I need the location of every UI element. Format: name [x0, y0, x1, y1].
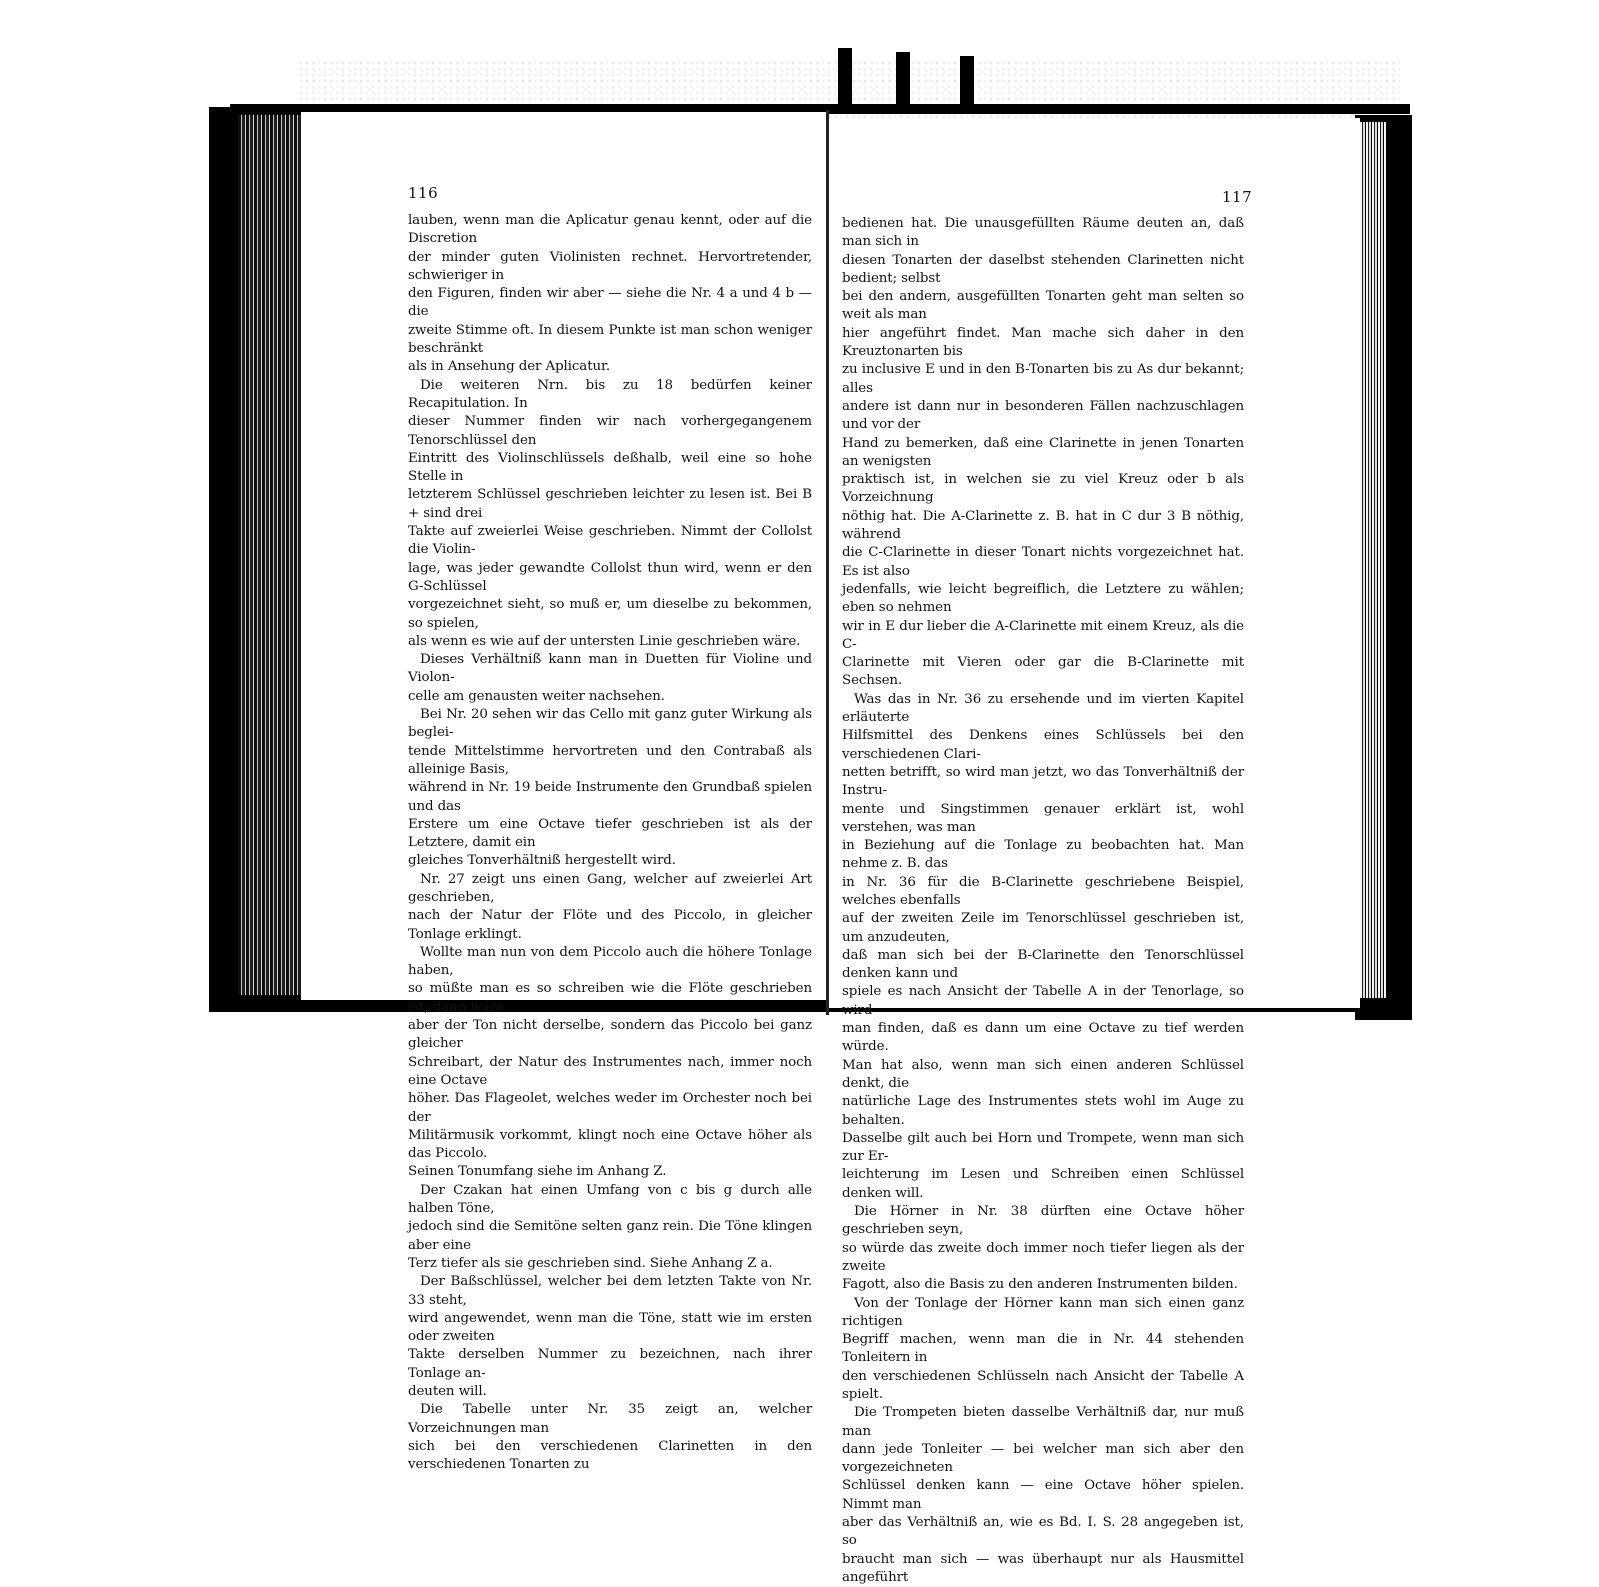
- text-line: Takte derselben Nummer zu bezeichnen, nach ihrer Tonlage an-: [408, 1347, 812, 1381]
- text-line: zweite Stimme oft. In diesem Punkte ist man schon weniger beschränkt: [408, 322, 812, 357]
- text-line: andere ist dann nur in besonderen Fällen nachzuschlagen und vor der: [842, 398, 1244, 433]
- text-line: Militärmusik vorkommt, klingt noch eine Octave höher als das Piccolo.: [408, 1127, 812, 1162]
- text-line: Erstere um eine Octave tiefer geschrieben ist als der Letztere, damit ein: [408, 816, 812, 851]
- text-line: Clarinette mit Vieren oder gar die B-Clarinette mit Sechsen.: [842, 655, 1244, 689]
- text-line: Dieses Verhältniß kann man in Duetten für Violine und Violon-: [408, 652, 812, 686]
- text-line: dann jede Tonleiter — bei welcher man sich aber den vorgezeichneten: [842, 1441, 1244, 1476]
- text-line: deuten will.: [408, 1384, 487, 1399]
- text-line: höher. Das Flageolet, welches weder im Orchester noch bei der: [408, 1091, 812, 1125]
- text-line: so müßte man es so schreiben wie die Flöte geschrieben ist; dann wäre: [408, 981, 812, 1015]
- text-line: Der Baßschlüssel, welcher bei dem letzten Takte von Nr. 33 steht,: [408, 1274, 812, 1308]
- text-line: Von der Tonlage der Hörner kann man sich einen ganz richtigen: [842, 1295, 1244, 1329]
- page-edges-left: [238, 115, 308, 995]
- text-line: Die Hörner in Nr. 38 dürften eine Octave höher geschrieben seyn,: [842, 1204, 1244, 1238]
- text-line: Eintritt des Violinschlüssels deßhalb, weil eine so hohe Stelle in: [408, 450, 812, 485]
- text-line: letzterem Schlüssel geschrieben leichter zu lesen ist. Bei B + sind drei: [408, 487, 812, 521]
- text-line: während in Nr. 19 beide Instrumente den Grundbaß spielen und das: [408, 780, 812, 814]
- text-line: dieser Nummer finden wir nach vorhergegangenem Tenorschlüssel den: [408, 414, 812, 448]
- text-line: auf der zweiten Zeile im Tenorschlüssel geschrieben ist, um anzudeuten,: [842, 911, 1244, 945]
- text-line: Was das in Nr. 36 zu ersehende und im vierten Kapitel erläuterte: [842, 691, 1244, 726]
- text-line: praktisch ist, in welchen sie zu viel Kreuz oder b als Vorzeichnung: [842, 472, 1244, 506]
- text-line: celle am genausten weiter nachsehen.: [408, 688, 665, 704]
- text-line: jedenfalls, wie leicht begreiflich, die Letztere zu wählen; eben so nehmen: [842, 581, 1244, 616]
- text-line: zu inclusive E und in den B-Tonarten bis zu As dur bekannt; alles: [842, 362, 1244, 396]
- text-line: Die Trompeten bieten dasselbe Verhältniß dar, nur muß man: [842, 1405, 1244, 1439]
- page-number-left: 116: [408, 184, 439, 202]
- text-line: als wenn es wie auf der untersten Linie geschrieben wäre.: [408, 633, 801, 649]
- text-line: daß man sich bei der B-Clarinette den Tenorschlüssel denken kann und: [842, 947, 1244, 982]
- text-line: den verschiedenen Schlüsseln nach Ansicht der Tabelle A spielt.: [842, 1368, 1244, 1402]
- text-line: als in Ansehung der Aplicatur.: [408, 359, 610, 375]
- text-line: bedienen hat. Die unausgefüllten Räume deuten an, daß man sich in: [842, 216, 1244, 250]
- page-edges-right: [1360, 122, 1386, 1012]
- text-line: lage, was jeder gewandte Collolst thun wird, wenn er den G-Schlüssel: [408, 560, 812, 594]
- text-line: in Beziehung auf die Tonlage zu beobachten hat. Man nehme z. B. das: [842, 838, 1244, 872]
- book-tab: [838, 48, 852, 108]
- text-line: die C-Clarinette in dieser Tonart nichts vorgezeichnet hat. Es ist also: [842, 545, 1244, 579]
- text-line: hier angeführt findet. Man mache sich daher in den Kreuztonarten bis: [842, 325, 1244, 360]
- text-line: Seinen Tonumfang siehe im Anhang Z.: [408, 1164, 667, 1180]
- text-line: Dasselbe gilt auch bei Horn und Trompete, wenn man sich zur Er-: [842, 1130, 1244, 1165]
- text-line: Begriff machen, wenn man die in Nr. 44 stehenden Tonleitern in: [842, 1332, 1244, 1366]
- text-line: nach der Natur der Flöte und des Piccolo, in gleicher Tonlage erklingt.: [408, 908, 812, 942]
- book-tab: [960, 56, 974, 108]
- text-line: Nr. 27 zeigt uns einen Gang, welcher auf zweierlei Art geschrieben,: [408, 871, 812, 905]
- book-tab: [896, 52, 910, 108]
- text-line: leichterung im Lesen und Schreiben einen Schlüssel denken will.: [842, 1167, 1244, 1201]
- page-number-right: 117: [1222, 188, 1253, 206]
- text-line: bei den andern, ausgefüllten Tonarten geht man selten so weit als man: [842, 289, 1244, 323]
- text-line: aber der Ton nicht derselbe, sondern das Piccolo bei ganz gleicher: [408, 1018, 812, 1052]
- text-line: so würde das zweite doch immer noch tiefer liegen als der zweite: [842, 1240, 1244, 1274]
- text-line: sich bei den verschiedenen Clarinetten in den verschiedenen Tonarten zu: [408, 1438, 812, 1473]
- text-line: Takte auf zweierlei Weise geschrieben. Nimmt der Collolst die Violin-: [408, 524, 812, 558]
- text-line: der minder guten Violinisten rechnet. Hervortretender, schwieriger in: [408, 249, 812, 283]
- text-line: wird angewendet, wenn man die Töne, statt wie im ersten oder zweiten: [408, 1310, 812, 1345]
- text-line: aber das Verhältniß an, wie es Bd. I. S. 28 angegeben ist, so: [842, 1515, 1244, 1549]
- book-gutter: [826, 110, 829, 1015]
- text-line: Hand zu bemerken, daß eine Clarinette in jenen Tonarten an wenigsten: [842, 435, 1244, 469]
- text-line: mente und Singstimmen genauer erklärt ist, wohl verstehen, was man: [842, 801, 1244, 835]
- text-line: Man hat also, wenn man sich einen anderen Schlüssel denkt, die: [842, 1057, 1244, 1091]
- text-line: Schreibart, der Natur des Instrumentes nach, immer noch eine Octave: [408, 1054, 812, 1088]
- text-line: vorgezeichnet sieht, so muß er, um dieselbe zu bekommen, so spielen,: [408, 597, 812, 631]
- text-line: Bei Nr. 20 sehen wir das Cello mit ganz guter Wirkung als beglei-: [408, 707, 812, 741]
- text-line: Wollte man nun von dem Piccolo auch die höhere Tonlage haben,: [408, 944, 812, 979]
- text-line: Fagott, also die Basis zu den anderen Instrumenten bilden.: [842, 1277, 1238, 1293]
- text-line: Terz tiefer als sie geschrieben sind. Siehe Anhang Z a.: [408, 1255, 773, 1271]
- right-page-text: [842, 215, 1244, 1587]
- text-line: man finden, daß es dann um eine Octave zu tief werden würde.: [842, 1021, 1244, 1055]
- text-line: in Nr. 36 für die B-Clarinette geschriebene Beispiel, welches ebenfalls: [842, 874, 1244, 908]
- text-line: Der Czakan hat einen Umfang von c bis g durch alle halben Töne,: [408, 1182, 812, 1217]
- text-line: netten betrifft, so wird man jetzt, wo das Tonverhältniß der Instru-: [842, 764, 1244, 799]
- text-line: Die Tabelle unter Nr. 35 zeigt an, welcher Vorzeichnungen man: [408, 1402, 812, 1436]
- text-line: wir in E dur lieber die A-Clarinette mit einem Kreuz, als die C-: [842, 618, 1244, 652]
- text-line: spiele es nach Ansicht der Tabelle A in der Tenorlage, so wird: [842, 984, 1244, 1018]
- text-line: lauben, wenn man die Aplicatur genau kennt, oder auf die Discretion: [408, 213, 812, 247]
- text-line: Schlüssel denken kann — eine Octave höher spielen. Nimmt man: [842, 1478, 1244, 1512]
- text-line: natürliche Lage des Instrumentes stets wohl im Auge zu behalten.: [842, 1094, 1244, 1128]
- text-line: jedoch sind die Semitöne selten ganz rein. Die Töne klingen aber eine: [408, 1219, 812, 1253]
- text-line: den Figuren, finden wir aber — siehe die Nr. 4 a und 4 b — die: [408, 286, 812, 320]
- text-line: braucht man sich — was überhaupt nur als Hausmittel angeführt: [842, 1551, 1244, 1585]
- text-line: gleiches Tonverhältniß hergestellt wird.: [408, 853, 676, 869]
- left-page-text: [408, 212, 812, 1474]
- text-line: tende Mittelstimme hervortreten und den Contrabaß als alleinige Basis,: [408, 743, 812, 777]
- text-line: Die weiteren Nrn. bis zu 18 bedürfen keiner Recapitulation. In: [408, 377, 812, 411]
- text-line: nöthig hat. Die A-Clarinette z. B. hat in C dur 3 B nöthig, während: [842, 508, 1244, 543]
- text-line: Hilfsmittel des Denkens eines Schlüssels bei den verschiedenen Clari-: [842, 728, 1244, 762]
- text-line: diesen Tonarten der daselbst stehenden Clarinetten nicht bedient; selbst: [842, 252, 1244, 286]
